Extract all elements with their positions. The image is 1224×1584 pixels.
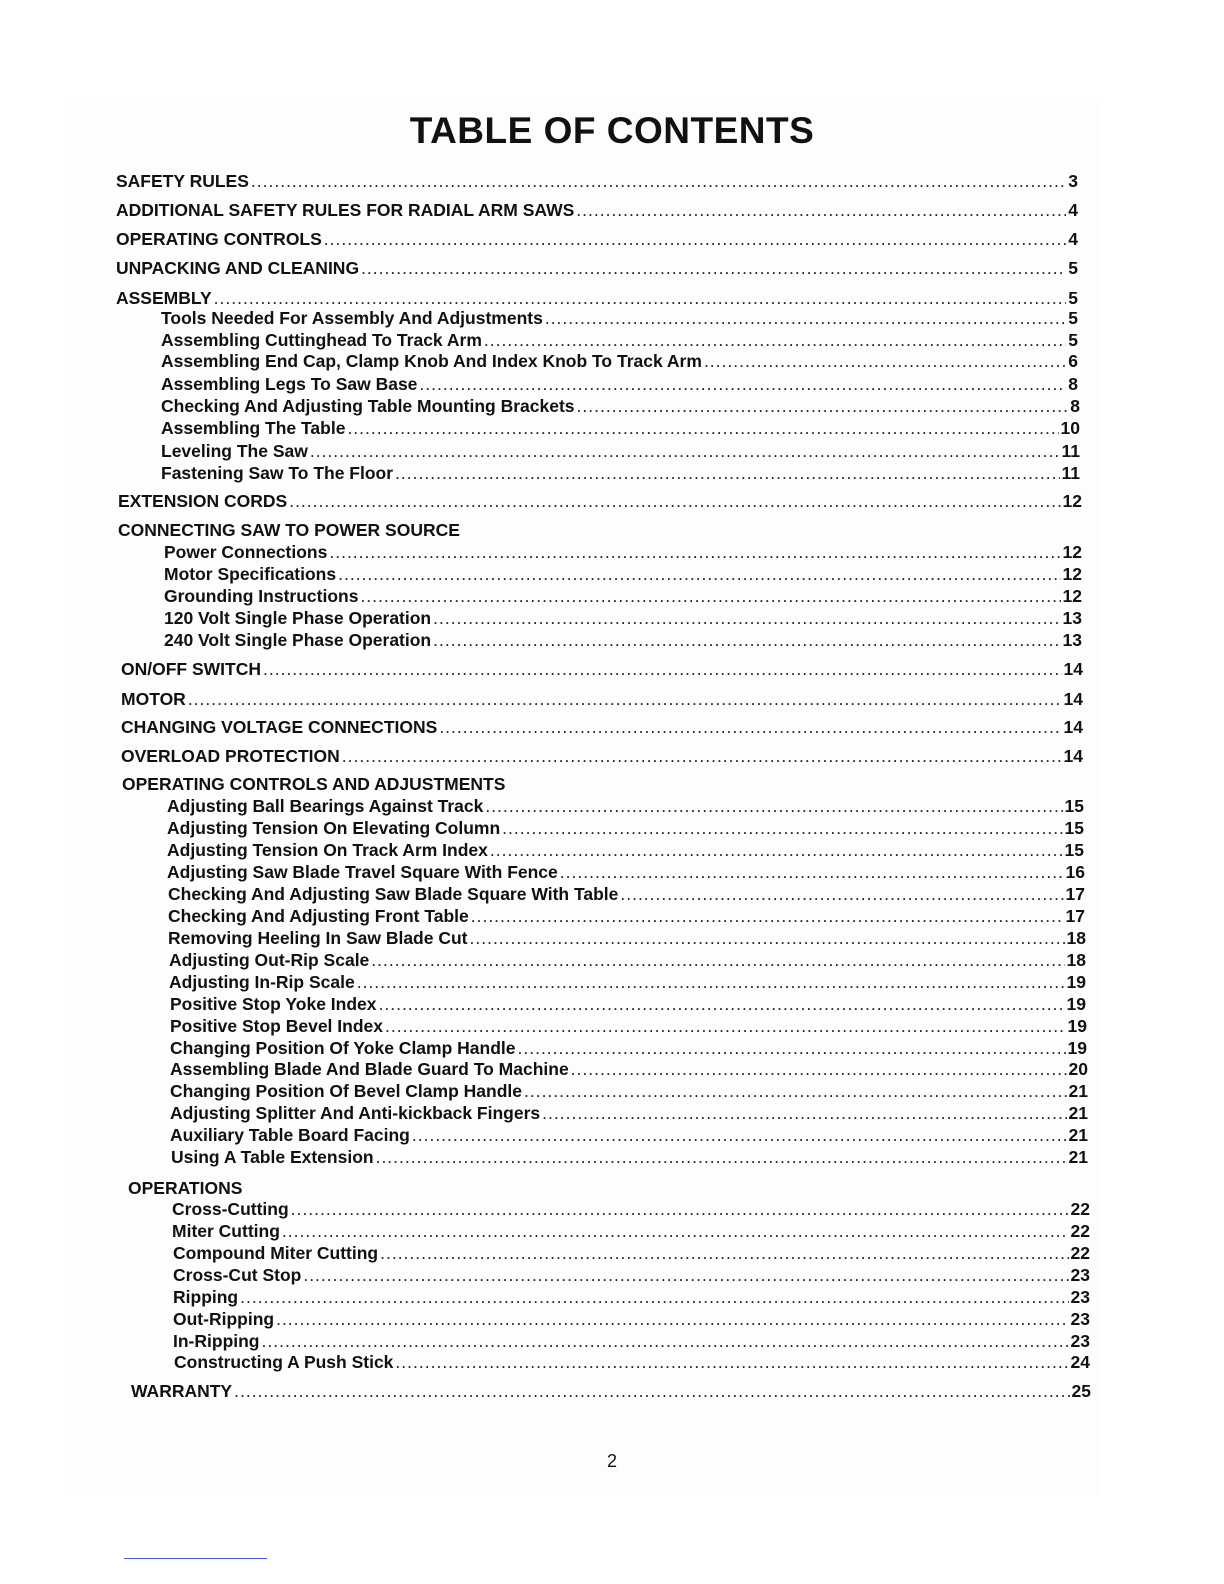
toc-entry-label: 120 Volt Single Phase Operation [164, 608, 432, 628]
toc-entry-adjusting-out-rip-scale [169, 949, 1086, 971]
toc-entry-page: 23 [1070, 1265, 1090, 1285]
dot-leader [251, 170, 1066, 192]
dot-leader [419, 373, 1066, 395]
toc-entry-label: Adjusting Splitter And Anti-kickback Fingers [170, 1103, 541, 1123]
toc-entry-miter-cutting [172, 1220, 1090, 1242]
toc-entry-120-volt-single-phase-operation [164, 607, 1082, 629]
toc-entry-page: 12 [1062, 491, 1082, 511]
toc-entry-label: ASSEMBLY [116, 288, 212, 308]
toc-entry-page: 21 [1068, 1081, 1088, 1101]
toc-entry-label: Checking And Adjusting Saw Blade Square With Table [168, 884, 619, 904]
dot-leader [620, 883, 1063, 905]
toc-entry-page: 14 [1063, 659, 1083, 679]
toc-heading-operating-controls-and-adjustments: OPERATING CONTROLS AND ADJUSTMENTS [122, 774, 506, 794]
toc-entry-label: Out-Ripping [173, 1309, 275, 1329]
toc-entry-label: Grounding Instructions [164, 586, 359, 606]
toc-entry-page: 22 [1070, 1199, 1090, 1219]
dot-leader [303, 1264, 1068, 1286]
dot-leader [385, 1015, 1066, 1037]
toc-entry-page: 13 [1062, 608, 1082, 628]
dot-leader [276, 1308, 1068, 1330]
toc-entry-label: Assembling The Table [161, 418, 346, 438]
toc-entry-page: 14 [1063, 717, 1083, 737]
dot-leader [263, 658, 1062, 680]
toc-entry-positive-stop-bevel-index [170, 1015, 1087, 1037]
dot-leader [361, 257, 1066, 279]
toc-entry-adjusting-tension-on-elevating-column [167, 817, 1084, 839]
toc-heading-operations: OPERATIONS [128, 1178, 243, 1198]
dot-leader [376, 1146, 1067, 1168]
toc-entry-power-connections [164, 541, 1082, 563]
dot-leader [282, 1220, 1069, 1242]
toc-entry-assembling-end-cap-clamp-knob-and-index-knob-to-track-arm [161, 350, 1078, 372]
toc-entry-page: 18 [1066, 928, 1086, 948]
toc-entry-label: Adjusting Tension On Track Arm Index [167, 840, 488, 860]
dot-leader [576, 199, 1066, 221]
toc-entry-adjusting-saw-blade-travel-square-with-fence [167, 861, 1085, 883]
dot-leader [188, 688, 1062, 710]
toc-entry-cross-cutting [172, 1198, 1090, 1220]
toc-entry-page: 21 [1068, 1125, 1088, 1145]
toc-entry-label: Assembling Cuttinghead To Track Arm [161, 330, 482, 350]
toc-entry-assembling-legs-to-saw-base [161, 373, 1078, 395]
toc-entry-label: SAFETY RULES [116, 171, 249, 191]
toc-entry-tools-needed-for-assembly-and-adjustments [161, 307, 1078, 329]
toc-entry-extension-cords [118, 490, 1082, 512]
dot-leader [484, 329, 1066, 351]
toc-entry-label: UNPACKING AND CLEANING [116, 258, 360, 278]
toc-entry-page: 15 [1064, 818, 1084, 838]
toc-entry-page: 18 [1066, 950, 1086, 970]
toc-entry-label: Adjusting Saw Blade Travel Square With Fence [167, 862, 558, 882]
toc-entry-ripping [173, 1286, 1090, 1308]
dot-leader [560, 861, 1064, 883]
toc-entry-page: 17 [1065, 884, 1085, 904]
toc-entry-label: Assembling End Cap, Clamp Knob And Index Knob To Track Arm [161, 351, 702, 371]
dot-leader [347, 417, 1058, 439]
dot-leader [545, 307, 1066, 329]
dot-leader [470, 927, 1065, 949]
toc-entry-page: 21 [1068, 1147, 1088, 1167]
toc-entry-page: 23 [1070, 1331, 1090, 1351]
dot-leader [379, 993, 1065, 1015]
toc-entry-label: ON/OFF SWITCH [121, 659, 261, 679]
dot-leader [342, 745, 1062, 767]
dot-leader [471, 905, 1064, 927]
dot-leader [439, 716, 1061, 738]
toc-entry-label: OPERATING CONTROLS [116, 229, 322, 249]
toc-entry-page: 19 [1066, 994, 1086, 1014]
toc-entry-warranty [131, 1380, 1091, 1402]
toc-entry-out-ripping [173, 1308, 1090, 1330]
toc-entry-label: Checking And Adjusting Front Table [168, 906, 469, 926]
toc-entry-label: MOTOR [121, 689, 186, 709]
toc-entry-label: Auxiliary Table Board Facing [170, 1125, 410, 1145]
dot-leader [524, 1080, 1067, 1102]
dot-leader [360, 585, 1060, 607]
dot-leader [571, 1058, 1067, 1080]
toc-entry-page: 15 [1064, 840, 1084, 860]
toc-entry-assembly [116, 287, 1078, 309]
toc-entry-page: 4 [1068, 200, 1078, 220]
toc-entry-label: WARRANTY [131, 1381, 233, 1401]
toc-entry-safety-rules [116, 170, 1078, 192]
toc-entry-page: 14 [1063, 746, 1083, 766]
toc-entry-page: 19 [1067, 1038, 1087, 1058]
toc-entry-label: Adjusting Ball Bearings Against Track [167, 796, 484, 816]
toc-heading-connecting-saw-to-power-source: CONNECTING SAW TO POWER SOURCE [118, 520, 460, 540]
toc-entry-page: 12 [1062, 542, 1082, 562]
toc-entry-label: Cross-Cutting [172, 1199, 289, 1219]
toc-entry-page: 3 [1068, 171, 1078, 191]
toc-entry-label: Assembling Blade And Blade Guard To Machine [170, 1059, 569, 1079]
dot-leader [490, 839, 1063, 861]
toc-entry-page: 13 [1062, 630, 1082, 650]
toc-entry-label: Positive Stop Bevel Index [170, 1016, 383, 1036]
dot-leader [380, 1242, 1068, 1264]
toc-entry-page: 12 [1062, 564, 1082, 584]
dot-leader [542, 1102, 1066, 1124]
toc-entry-page: 19 [1067, 1016, 1087, 1036]
toc-entry-label: Constructing A Push Stick [174, 1352, 394, 1372]
toc-entry-removing-heeling-in-saw-blade-cut [168, 927, 1086, 949]
toc-entry-label: Fastening Saw To The Floor [161, 463, 394, 483]
toc-entry-page: 6 [1068, 351, 1078, 371]
toc-entry-page: 5 [1068, 308, 1078, 328]
toc-entry-fastening-saw-to-the-floor [161, 462, 1080, 484]
toc-entry-changing-position-of-bevel-clamp-handle [170, 1080, 1088, 1102]
toc-entry-label: Removing Heeling In Saw Blade Cut [168, 928, 468, 948]
toc-entry-label: Using A Table Extension [171, 1147, 374, 1167]
toc-entry-label: Assembling Legs To Saw Base [161, 374, 418, 394]
toc-entry-page: 25 [1071, 1381, 1091, 1401]
dot-leader [485, 795, 1062, 817]
toc-entry-page: 17 [1065, 906, 1085, 926]
dot-leader [240, 1286, 1068, 1308]
toc-entry-label: Positive Stop Yoke Index [170, 994, 377, 1014]
toc-entry-label: Compound Miter Cutting [173, 1243, 379, 1263]
toc-entry-page: 20 [1068, 1059, 1088, 1079]
toc-entry-grounding-instructions [164, 585, 1082, 607]
toc-entry-label: In-Ripping [173, 1331, 260, 1351]
toc-entry-operating-controls [116, 228, 1078, 250]
toc-entry-label: ADDITIONAL SAFETY RULES FOR RADIAL ARM SAWS [116, 200, 575, 220]
dot-leader [518, 1037, 1066, 1059]
toc-entry-page: 15 [1064, 796, 1084, 816]
toc-entry-page: 24 [1070, 1352, 1090, 1372]
toc-entry-adjusting-splitter-and-anti-kickback-fingers [170, 1102, 1088, 1124]
toc-entry-label: Power Connections [164, 542, 328, 562]
toc-entry-page: 8 [1068, 374, 1078, 394]
toc-entry-label: Cross-Cut Stop [173, 1265, 302, 1285]
toc-entry-page: 5 [1068, 258, 1078, 278]
toc-entry-page: 14 [1063, 689, 1083, 709]
toc-entry-leveling-the-saw [161, 440, 1080, 462]
dot-leader [338, 563, 1060, 585]
toc-entry-positive-stop-yoke-index [170, 993, 1086, 1015]
toc-entry-label: Motor Specifications [164, 564, 337, 584]
toc-entry-label: CHANGING VOLTAGE CONNECTIONS [121, 717, 438, 737]
toc-entry-page: 12 [1062, 586, 1082, 606]
toc-entry-label: OVERLOAD PROTECTION [121, 746, 340, 766]
toc-entry-page: 16 [1065, 862, 1085, 882]
toc-entry-adjusting-ball-bearings-against-track [167, 795, 1084, 817]
toc-entry-label: Miter Cutting [172, 1221, 280, 1241]
toc-entry-label: Tools Needed For Assembly And Adjustments [161, 308, 543, 328]
toc-entry-label: Leveling The Saw [161, 441, 308, 461]
toc-entry-label: Adjusting Out-Rip Scale [169, 950, 370, 970]
dot-leader [395, 462, 1059, 484]
toc-entry-240-volt-single-phase-operation [164, 629, 1082, 651]
toc-entry-checking-and-adjusting-saw-blade-square-with-table [168, 883, 1085, 905]
toc-entry-label: EXTENSION CORDS [118, 491, 288, 511]
toc-entry-changing-position-of-yoke-clamp-handle [170, 1037, 1087, 1059]
toc-entry-motor [121, 688, 1083, 710]
toc-entry-cross-cut-stop [173, 1264, 1090, 1286]
dot-leader [433, 629, 1060, 651]
toc-entry-page: 11 [1061, 463, 1080, 483]
dot-leader [704, 350, 1066, 372]
dot-leader [324, 228, 1066, 250]
toc-entry-assembling-blade-and-blade-guard-to-machine [170, 1058, 1088, 1080]
toc-entry-label: 240 Volt Single Phase Operation [164, 630, 432, 650]
toc-entry-adjusting-in-rip-scale [169, 971, 1086, 993]
toc-entry-label: Ripping [173, 1287, 239, 1307]
toc-entry-in-ripping [173, 1330, 1090, 1352]
dot-leader [412, 1124, 1067, 1146]
toc-entry-additional-safety-rules-for-radial-arm-saws [116, 199, 1078, 221]
toc-entry-page: 5 [1068, 288, 1078, 308]
toc-entry-label: Changing Position Of Bevel Clamp Handle [170, 1081, 522, 1101]
toc-entry-page: 5 [1068, 330, 1078, 350]
toc-entry-label: Adjusting In-Rip Scale [169, 972, 355, 992]
toc-entry-page: 22 [1070, 1243, 1090, 1263]
dot-leader [329, 541, 1060, 563]
dot-leader [310, 440, 1060, 462]
footer-rule [124, 1558, 267, 1559]
dot-leader [291, 1198, 1069, 1220]
toc-entry-page: 21 [1068, 1103, 1088, 1123]
dot-leader [262, 1330, 1069, 1352]
toc-entry-checking-and-adjusting-table-mounting-brackets [161, 395, 1080, 417]
page-number: 2 [606, 1451, 617, 1471]
toc-entry-label: Adjusting Tension On Elevating Column [167, 818, 501, 838]
toc-entry-motor-specifications [164, 563, 1082, 585]
toc-entry-page: 8 [1070, 396, 1080, 416]
toc-entry-using-a-table-extension [171, 1146, 1088, 1168]
toc-entry-page: 23 [1070, 1287, 1090, 1307]
dot-leader [234, 1380, 1069, 1402]
toc-entry-overload-protection [121, 745, 1083, 767]
toc-entry-compound-miter-cutting [173, 1242, 1090, 1264]
dot-leader [289, 490, 1060, 512]
toc-entry-on-off-switch [121, 658, 1083, 680]
toc-entry-page: 10 [1060, 418, 1080, 438]
toc-entry-page: 19 [1066, 972, 1086, 992]
dot-leader [371, 949, 1064, 971]
toc-entry-checking-and-adjusting-front-table [168, 905, 1085, 927]
toc-entry-auxiliary-table-board-facing [170, 1124, 1088, 1146]
dot-leader [433, 607, 1060, 629]
toc-entry-adjusting-tension-on-track-arm-index [167, 839, 1084, 861]
page-title: TABLE OF CONTENTS [409, 110, 815, 151]
dot-leader [502, 817, 1062, 839]
toc-entry-assembling-the-table [161, 417, 1080, 439]
dot-leader [577, 395, 1069, 417]
toc-entry-page: 11 [1061, 441, 1080, 461]
toc-entry-constructing-a-push-stick [174, 1351, 1090, 1373]
dot-leader [357, 971, 1065, 993]
toc-entry-assembling-cuttinghead-to-track-arm [161, 329, 1078, 351]
toc-entry-page: 4 [1068, 229, 1078, 249]
toc-entry-label: Changing Position Of Yoke Clamp Handle [170, 1038, 516, 1058]
dot-leader [214, 287, 1067, 309]
dot-leader [395, 1351, 1068, 1373]
toc-entry-page: 23 [1070, 1309, 1090, 1329]
toc-entry-unpacking-and-cleaning [116, 257, 1078, 279]
toc-entry-label: Checking And Adjusting Table Mounting Brackets [161, 396, 575, 416]
toc-entry-changing-voltage-connections [121, 716, 1083, 738]
toc-entry-page: 22 [1070, 1221, 1090, 1241]
